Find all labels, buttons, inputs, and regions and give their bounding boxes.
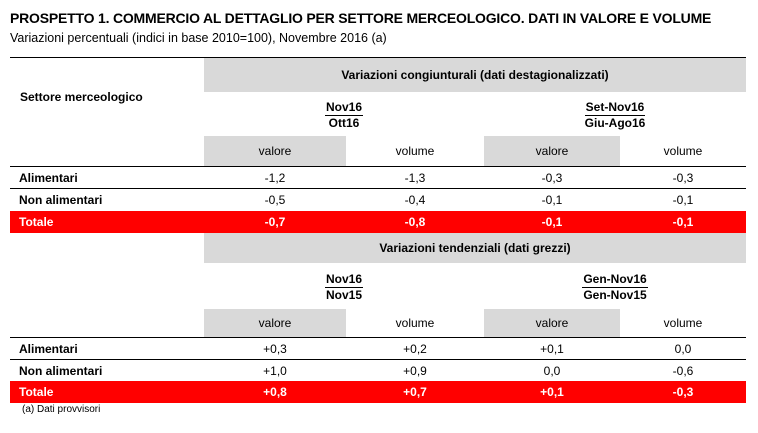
page-title: PROSPETTO 1. COMMERCIO AL DETTAGLIO PER SETTORE MERCEOLOGICO. DATI IN VALORE E VOLUME <box>10 10 712 26</box>
section2-period-2 <box>484 272 746 303</box>
section1-period-1 <box>204 100 484 131</box>
section2-alimentari-volume-2: 0,0 <box>674 341 692 356</box>
section2-period-1-top: Nov16 <box>325 272 363 286</box>
section2-period-1-bottom: Nov15 <box>325 288 363 302</box>
section2-alimentari-valore-1: +0,3 <box>263 341 287 356</box>
section1-period-1-top: Nov16 <box>325 100 363 114</box>
section2-col-volume-1: volume <box>395 316 435 330</box>
section2-non-alimentari-volume-1: +0,9 <box>403 363 427 378</box>
section1-alimentari-volume-2: -0,3 <box>672 170 694 185</box>
section2-total-volume-1: +0,7 <box>403 385 427 399</box>
section2-total-valore-1: +0,8 <box>263 385 287 399</box>
section2-row-non-alimentari-label: Non alimentari <box>19 363 103 378</box>
section1-non-alimentari-volume-2: -0,1 <box>672 192 694 207</box>
section2-total-valore-2: +0,1 <box>540 385 564 399</box>
section1-total-volume-1: -0,8 <box>404 215 426 229</box>
section2-total-volume-2: -0,3 <box>672 385 694 399</box>
section1-alimentari-valore-2: -0,3 <box>541 170 563 185</box>
section1-alimentari-volume-1: -1,3 <box>404 170 426 185</box>
section1-col-valore-2: valore <box>484 136 620 166</box>
section1-non-alimentari-valore-2: -0,1 <box>541 192 563 207</box>
section2-period-2-top: Gen-Nov16 <box>583 272 647 286</box>
section1-total-label: Totale <box>19 215 54 229</box>
section1-period-1-bottom: Ott16 <box>328 116 360 130</box>
section1-total-valore-2: -0,1 <box>541 215 563 229</box>
footnote: (a) Dati provvisori <box>22 404 101 415</box>
section1-heading: Variazioni congiunturali (dati destagionalizzati) <box>341 68 609 82</box>
section1-non-alimentari-volume-1: -0,4 <box>404 192 426 207</box>
section1-period-2 <box>484 100 746 131</box>
section1-col-volume-1: volume <box>395 144 435 158</box>
row-header: Settore merceologico <box>20 90 143 104</box>
section1-row-non-alimentari-label: Non alimentari <box>19 192 103 207</box>
section1-alimentari-valore-1: -1,2 <box>264 170 286 185</box>
section2-non-alimentari-valore-2: 0,0 <box>543 363 561 378</box>
section2-alimentari-volume-1: +0,2 <box>403 341 427 356</box>
section2-col-valore-2: valore <box>484 309 620 337</box>
section1-row-alimentari-label: Alimentari <box>19 170 78 185</box>
section1-non-alimentari-valore-1: -0,5 <box>264 192 286 207</box>
page-subtitle: Variazioni percentuali (indici in base 2010=100), Novembre 2016 (a) <box>10 31 387 45</box>
section2-non-alimentari-valore-1: +1,0 <box>263 363 287 378</box>
section2-non-alimentari-volume-2: -0,6 <box>672 363 694 378</box>
section2-alimentari-valore-2: +0,1 <box>540 341 564 356</box>
section1-total-volume-2: -0,1 <box>672 215 694 229</box>
section2-period-2-bottom: Gen-Nov15 <box>583 288 647 302</box>
section2-col-volume-2: volume <box>663 316 703 330</box>
section1-total-valore-1: -0,7 <box>264 215 286 229</box>
section2-total-label: Totale <box>19 385 54 399</box>
section2-heading: Variazioni tendenziali (dati grezzi) <box>379 241 571 255</box>
section1-col-volume-2: volume <box>663 144 703 158</box>
section1-period-2-top: Set-Nov16 <box>585 100 645 114</box>
section1-col-valore-1: valore <box>204 136 346 166</box>
section1-period-2-bottom: Giu-Ago16 <box>584 116 646 130</box>
section2-col-valore-1: valore <box>204 309 346 337</box>
section2-row-alimentari-label: Alimentari <box>19 341 78 356</box>
section2-period-1 <box>204 272 484 303</box>
